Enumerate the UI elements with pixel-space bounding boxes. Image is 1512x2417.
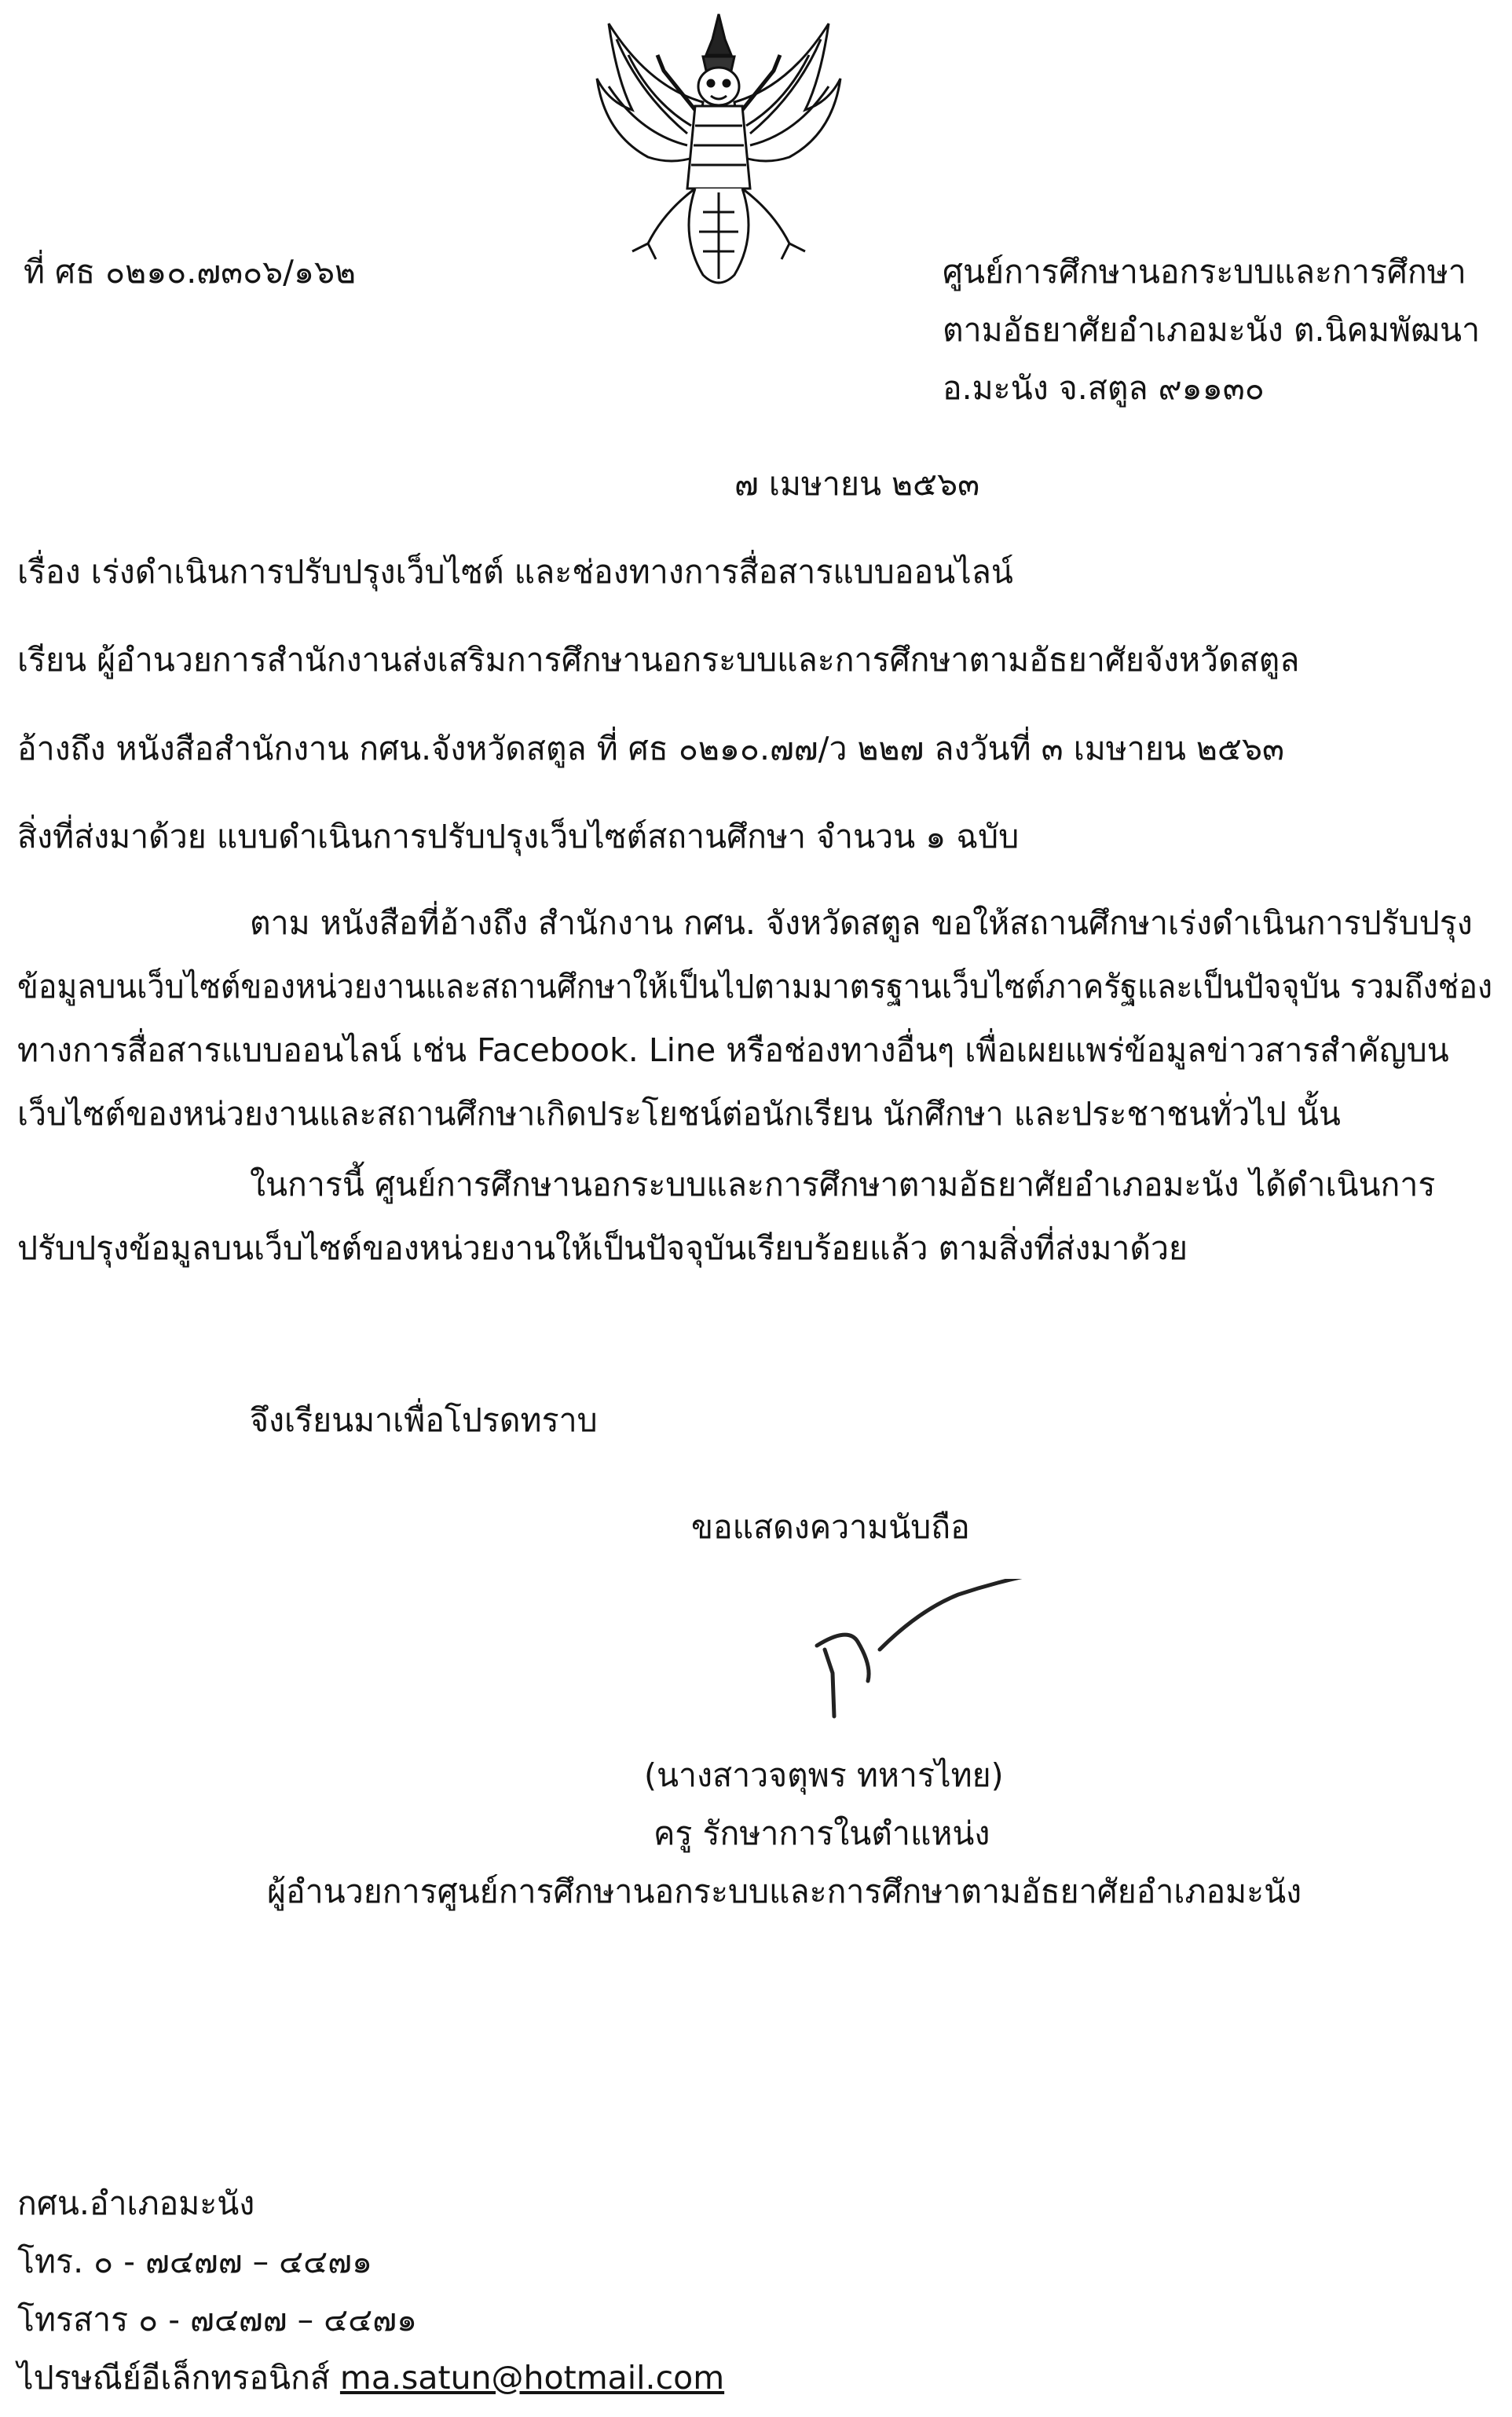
para2-line2: ปรับปรุงข้อมูลบนเว็บไซต์ของหน่วยงานให้เป็นปัจจุบันเรียบร้อยแล้ว ตามสิ่งที่ส่งมาด้วย (17, 1229, 1188, 1267)
signatory-name: (นางสาวจตุพร ทหารไทย) (644, 1756, 1004, 1794)
signatory-position2: ผู้อำนวยการศูนย์การศึกษานอกระบบและการศึกษาตามอัธยาศัยอำเภอมะนัง (267, 1873, 1302, 1910)
para1-line1: ตาม หนังสือที่อ้างถึง สำนักงาน กศน. จังหวัดสตูล ขอให้สถานศึกษาเร่งดำเนินการปรับปรุง (250, 904, 1473, 942)
footer-fax: โทรสาร ๐ - ๗๔๗๗ – ๔๔๗๑ (17, 2301, 418, 2338)
para1-line3: ทางการสื่อสารแบบออนไลน์ เช่น Facebook. Line หรือช่องทางอื่นๆ เพื่อเผยแพร่ข้อมูลข่าวสารสำคัญบน (17, 1031, 1449, 1069)
footer-office: กศน.อำเภอมะนัง (17, 2184, 255, 2222)
footer-email-link[interactable]: ma.satun@hotmail.com (339, 2359, 725, 2397)
subject-line: เรื่อง เร่งดำเนินการปรับปรุงเว็บไซต์ และช่องทางการสื่อสารแบบออนไลน์ (17, 553, 1013, 591)
handwritten-signature (809, 1579, 1060, 1728)
garuda-emblem-icon (585, 8, 852, 295)
org-address-line2: ตามอัธยาศัยอำเภอมะนัง ต.นิคมพัฒนา (943, 311, 1481, 349)
recipient-line: เรียน ผู้อำนวยการสำนักงานส่งเสริมการศึกษานอกระบบและการศึกษาตามอัธยาศัยจังหวัดสตูล (17, 641, 1300, 679)
para2-line1: ในการนี้ ศูนย์การศึกษานอกระบบและการศึกษาตามอัธยาศัยอำเภอมะนัง ได้ดำเนินการ (250, 1166, 1436, 1203)
para1-line4: เว็บไซต์ของหน่วยงานและสถานศึกษาเกิดประโยชน์ต่อนักเรียน นักศึกษา และประชาชนทั่วไป นั้น (17, 1095, 1341, 1133)
org-address-line3: อ.มะนัง จ.สตูล ๙๑๑๓๐ (943, 369, 1265, 407)
enclosure-line: สิ่งที่ส่งมาด้วย แบบดำเนินการปรับปรุงเว็บไซต์สถานศึกษา จำนวน ๑ ฉบับ (17, 818, 1020, 855)
closing-line: จึงเรียนมาเพื่อโปรดทราบ (250, 1401, 598, 1439)
signatory-position1: ครู รักษาการในตำแหน่ง (653, 1815, 990, 1852)
reference-line: อ้างถึง หนังสือสำนักงาน กศน.จังหวัดสตูล ที่ ศธ ๐๒๑๐.๗๗/ว ๒๒๗ ลงวันที่ ๓ เมษายน ๒๕๖๓ (17, 730, 1285, 767)
document-number: ที่ ศธ ๐๒๑๐.๗๓๐๖/๑๖๒ (24, 253, 357, 291)
org-address-line1: ศูนย์การศึกษานอกระบบและการศึกษา (943, 253, 1466, 291)
document-date: ๗ เมษายน ๒๕๖๓ (734, 465, 980, 503)
regards-text: ขอแสดงความนับถือ (691, 1508, 970, 1546)
para1-line2: ข้อมูลบนเว็บไซต์ของหน่วยงานและสถานศึกษาให้เป็นไปตามมาตรฐานเว็บไซต์ภาครัฐและเป็นปัจจุบัน รวมถึงช่อง (17, 968, 1493, 1005)
footer-email-row (17, 2356, 724, 2400)
footer-phone: โทร. ๐ - ๗๔๗๗ – ๔๔๗๑ (17, 2243, 373, 2280)
footer-email-label: ไปรษณีย์อีเล็กทรอนิกส์ (17, 2359, 340, 2397)
